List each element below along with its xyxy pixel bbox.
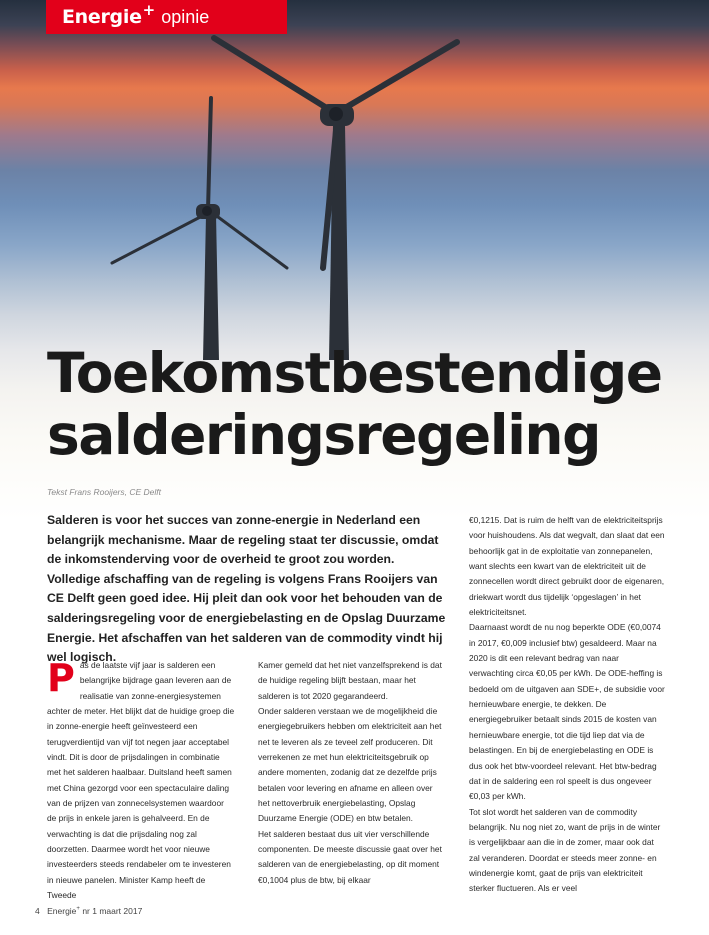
article-title	[47, 342, 662, 466]
body-text: as de laatste vijf jaar is salderen een belangrijke bijdrage gaan leveren aan de realisatie van zonne-energiesystemen achter de meter. Het blijkt dat de huidige groep die in zonne-energie heeft geïnvesteerd een terugverdientijd van vijf tot negen jaar acceptabel vindt. Dit is door de prijsdalingen in combinatie met het salderen haalbaar. Duitsland heeft samen met China gezorgd voor een spectaculaire daling van de prijzen van zonnecelsystemen waardoor de prijs in enkele jaren is gehalveerd. En de verwachting is dat die prijsdaling nog zal doorzetten. Daarmee wordt het voor nieuwe investeerders steeds rendabeler om te investeren in nieuwe panelen. Minister Kamp heeft de Tweede	[47, 660, 235, 901]
body-paragraph: Tot slot wordt het salderen van de commodity belangrijk. Nu nog niet zo, want de prijs in de winter is vergelijkbaar aan die in de zomer, maar ook dat zal veranderen. Doordat er steeds meer zonne- en windenergie komt, gaat de prijs van elektriciteit sterker fluctueren. Als er veel	[469, 806, 661, 894]
byline: Tekst Frans Rooijers, CE Delft	[47, 487, 161, 497]
body-paragraph: €0,1215. Dat is ruim de helft van de elektriciteitsprijs voor huishoudens. Als dat wegvalt, dan slaat dat een behoorlijk gat in de exploitatie van zonnepanelen, want slechts een kwart van de elektriciteit uit de zonnecellen wordt direct gebruikt door de eigenaren, driekwart wordt dus tijdelijk ‘opgeslagen’ in het elektriciteitsnet.	[469, 515, 665, 618]
magazine-brand: Energie	[62, 6, 142, 28]
wind-turbine-left	[112, 98, 287, 360]
page-footer	[35, 906, 142, 916]
body-paragraph: Onder salderen verstaan we de mogelijkheid die energiegebruikers hebben om elektriciteit aan het net te leveren als ze teveel zelf produceren. Dit verrekenen ze met hun elektriciteitsgebruik op andere momenten, zodanig dat ze dezelfde prijs betalen voor levering en afname en alleen over het nettoverbruik energiebelasting, Opslag Duurzame Energie (ODE) en btw betalen.	[258, 706, 442, 824]
text-column-3	[469, 513, 665, 897]
issue-info: nr 1 maart 2017	[82, 906, 143, 916]
wind-turbine-right	[214, 38, 457, 360]
body-paragraph: Daarnaast wordt de nu nog beperkte ODE (€0,0074 in 2017, €0,009 inclusief btw) gesaldeerd. Maar na 2020 is dit een relevant bedrag van naar verwachting circa €0,05 per kWh. De ODE-heffing is bedoeld om de uitgaven aan SDE+, de subsidie voor hernieuwbare energie, te dekken. De energiegebruiker betaalt sinds 2015 de kosten van hernieuwbare energie, tot die tijd liep dat via de belastingen. En bij de energiebelasting en ODE is dus ook het btw-voordeel relevant. Het btw-bedrag dat in de saldering een rol speelt is dus ongeveer €0,03 per kWh.	[469, 622, 665, 802]
title-line-1: Toekomstbestendige	[47, 341, 662, 405]
text-column-1	[47, 658, 235, 904]
body-paragraph: Kamer gemeld dat het niet vanzelfsprekend is dat de huidige regeling blijft bestaan, maar het salderen is tot 2020 gegarandeerd.	[258, 660, 442, 701]
footer-magazine: Energie+	[47, 906, 80, 916]
title-line-2: salderingsregeling	[47, 403, 600, 467]
text-column-2	[258, 658, 446, 888]
body-paragraph	[47, 658, 235, 904]
article-lead: Salderen is voor het succes van zonne-energie in Nederland een belangrijk mechanisme. Maar de regeling staat ter discussie, omdat de inkomstenderving voor de overheid te groot zou worden. Volledige afschaffing van de regeling is volgens Frans Rooijers van CE Delft geen goed idee. Hij pleit dan ook voor het behouden van de salderingsregeling voor de energiebelasting en de Opslag Duurzame Energie. Het afschaffen van het salderen van de commodity vindt hij wel logisch.	[47, 513, 446, 665]
section-category: opinie	[161, 6, 210, 27]
page-number: 4	[35, 906, 40, 916]
drop-cap: P	[47, 656, 75, 700]
section-tag	[46, 0, 287, 34]
body-paragraph: Het salderen bestaat dus uit vier verschillende componenten. De meeste discussie gaat over het salderen van de energiebelasting, op dit moment €0,1004 plus de btw, bij elkaar	[258, 828, 442, 885]
brand-plus: +	[142, 1, 156, 19]
